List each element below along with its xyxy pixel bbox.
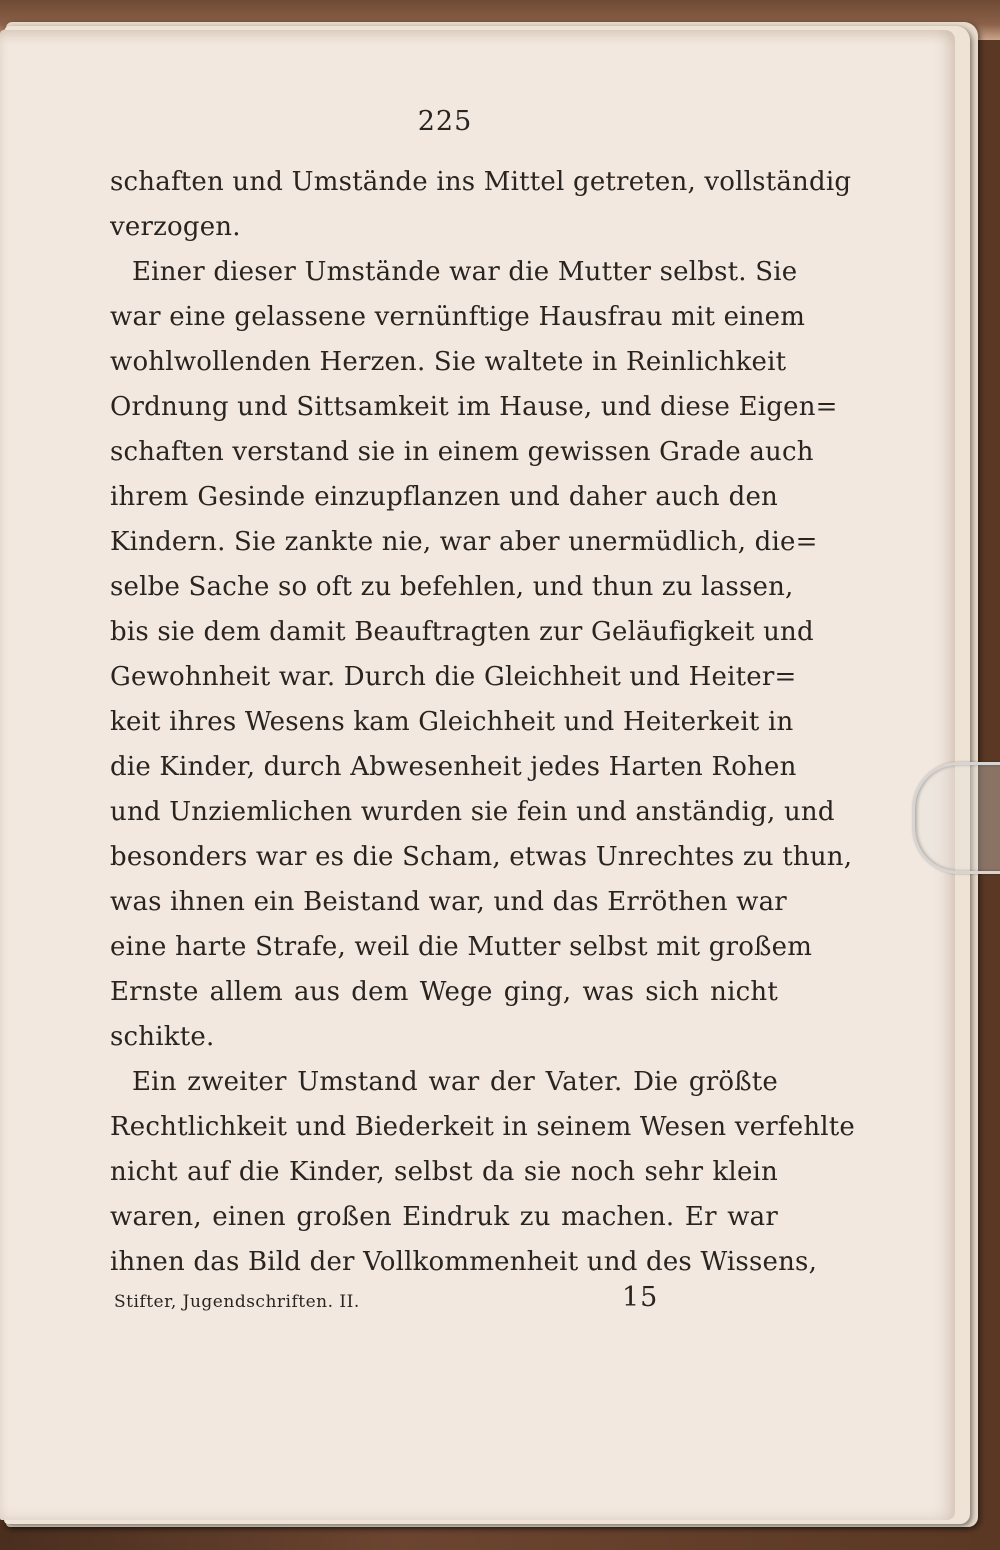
- text-line-1: schaften und Umstände ins Mittel getreten, vollständig: [110, 167, 852, 197]
- text-line-16: besonders war es die Scham, etwas Unrechtes zu thun,: [110, 842, 853, 872]
- text-line-7: schaften verstand sie in einem gewissen Grade auch: [110, 437, 814, 467]
- text-line-10: selbe Sache so oft zu befehlen, und thun zu lassen,: [110, 572, 794, 602]
- text-line-6: Ordnung und Sittsamkeit im Hause, und diese Eigen=: [110, 392, 838, 422]
- text-line-25: ihnen das Bild der Vollkommenheit und des Wissens,: [110, 1247, 818, 1277]
- text-line-12: Gewohnheit war. Durch die Gleichheit und Heiter=: [110, 662, 797, 692]
- text-line-20: schikte.: [110, 1022, 215, 1052]
- text-line-14: die Kinder, durch Abwesenheit jedes Harten Rohen: [110, 752, 797, 782]
- text-line-23: nicht auf die Kinder, selbst da sie noch sehr klein: [110, 1157, 778, 1187]
- text-line-3: Einer dieser Umstände war die Mutter selbst. Sie: [132, 257, 798, 287]
- text-line-2: verzogen.: [110, 212, 241, 242]
- text-line-22: Rechtlichkeit und Biederkeit in seinem Wesen verfehlte: [110, 1112, 856, 1142]
- text-line-8: ihrem Gesinde einzupflanzen und daher auch den: [110, 482, 778, 512]
- text-line-17: was ihnen ein Beistand war, und das Erröthen war: [110, 887, 787, 917]
- text-line-5: wohlwollenden Herzen. Sie waltete in Reinlichkeit: [110, 347, 787, 377]
- text-line-13: keit ihres Wesens kam Gleichheit und Heiterkeit in: [110, 707, 794, 737]
- body-text: [110, 160, 856, 1285]
- page-footer: [110, 1282, 778, 1322]
- text-line-11: bis sie dem damit Beauftragten zur Geläufigkeit und: [110, 617, 814, 647]
- page-clip: [912, 762, 1000, 874]
- text-line-18: eine harte Strafe, weil die Mutter selbst mit großem: [110, 932, 813, 962]
- page-number: 225: [417, 106, 473, 137]
- text-line-4: war eine gelassene vernünftige Hausfrau mit einem: [110, 302, 806, 332]
- text-line-19: Ernste allem aus dem Wege ging, was sich nicht: [110, 977, 778, 1007]
- text-line-9: Kindern. Sie zankte nie, war aber unermüdlich, die=: [110, 527, 818, 557]
- text-line-24: waren, einen großen Eindruk zu machen. Er war: [110, 1202, 778, 1232]
- signature-mark: 15: [622, 1282, 659, 1313]
- footer-title: Stifter, Jugendschriften. II.: [114, 1292, 360, 1312]
- text-line-21: Ein zweiter Umstand war der Vater. Die größte: [132, 1067, 778, 1097]
- text-line-15: und Unziemlichen wurden sie fein und anständig, und: [110, 797, 835, 827]
